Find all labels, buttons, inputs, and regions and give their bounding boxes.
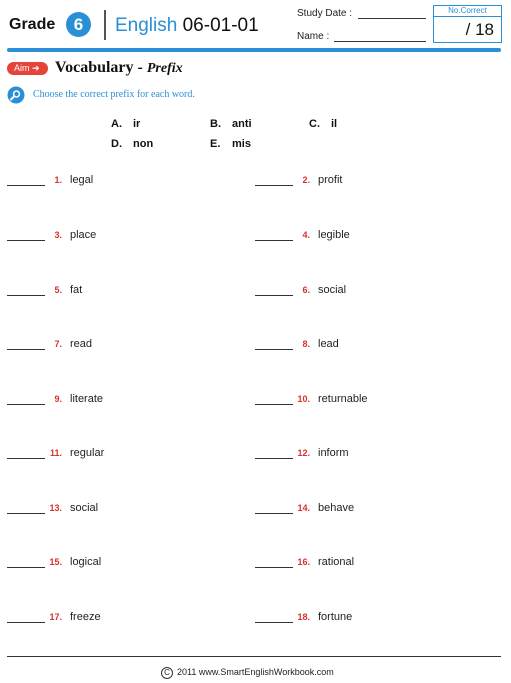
question-number: 16. [297, 557, 310, 567]
question-number: 17. [49, 612, 62, 622]
title-sub: Prefix [146, 61, 183, 76]
title-main: Vocabulary [55, 59, 134, 76]
study-date-label: Study Date : [297, 8, 353, 19]
option-e [210, 138, 251, 150]
option-text: mis [232, 138, 251, 150]
answer-blank[interactable] [7, 295, 45, 296]
magnifier-icon [7, 86, 25, 104]
option-letter: E. [210, 138, 221, 150]
option-text: non [133, 138, 154, 150]
study-date-field[interactable] [358, 18, 426, 19]
question-item-8 [255, 338, 455, 352]
aim-label: Aim [14, 63, 30, 73]
option-text: anti [232, 118, 252, 130]
question-item-13 [7, 502, 207, 516]
answer-blank[interactable] [7, 185, 45, 186]
option-letter: A. [111, 118, 122, 130]
option-letter: D. [111, 138, 122, 150]
question-number: 15. [49, 557, 62, 567]
question-item-16 [255, 556, 455, 570]
question-number: 5. [54, 285, 62, 295]
option-c [309, 118, 337, 130]
footer-text: 2011 www.SmartEnglishWorkbook.com [177, 667, 334, 677]
question-number: 11. [49, 448, 62, 458]
option-b [210, 118, 252, 130]
title-separator: - [137, 59, 143, 76]
question-word: freeze [70, 611, 101, 623]
question-word: regular [70, 447, 105, 459]
question-word: legal [70, 174, 94, 186]
question-number: 3. [54, 230, 62, 240]
score-box [433, 5, 502, 43]
answer-blank[interactable] [7, 622, 45, 623]
copyright-icon: C [161, 667, 173, 679]
question-number: 14. [297, 503, 310, 513]
answer-blank[interactable] [7, 458, 45, 459]
answer-blank[interactable] [255, 240, 293, 241]
option-a [111, 118, 140, 130]
answer-blank[interactable] [255, 349, 293, 350]
question-number: 9. [54, 394, 62, 404]
score-header: No.Correct [434, 6, 501, 17]
answer-blank[interactable] [255, 458, 293, 459]
answer-blank[interactable] [255, 567, 293, 568]
option-text: il [331, 118, 338, 130]
question-word: returnable [318, 393, 368, 405]
grade-label: Grade [9, 16, 56, 33]
question-item-18 [255, 611, 455, 625]
question-word: rational [318, 556, 355, 568]
name-field[interactable] [334, 41, 426, 42]
question-item-1 [7, 174, 207, 188]
question-number: 7. [54, 339, 62, 349]
question-number: 4. [302, 230, 310, 240]
arrow-right-icon: ➔ [32, 63, 40, 73]
score-value: / 18 [465, 20, 494, 39]
grade-number-badge: 6 [66, 12, 91, 37]
header-rule [7, 48, 501, 52]
question-item-7 [7, 338, 207, 352]
option-letter: B. [210, 118, 221, 130]
question-number: 6. [302, 285, 310, 295]
question-word: fat [70, 284, 83, 296]
answer-blank[interactable] [255, 622, 293, 623]
question-word: social [70, 502, 99, 514]
answer-blank[interactable] [255, 513, 293, 514]
page-title [55, 59, 183, 77]
worksheet-subject [115, 15, 259, 37]
option-text: ir [133, 118, 141, 130]
answer-blank[interactable] [7, 513, 45, 514]
question-item-3 [7, 229, 207, 243]
question-word: place [70, 229, 97, 241]
question-number: 13. [49, 503, 62, 513]
header-divider [104, 10, 106, 40]
question-item-6 [255, 284, 455, 298]
question-word: fortune [318, 611, 353, 623]
answer-blank[interactable] [7, 240, 45, 241]
question-item-10 [255, 393, 455, 407]
question-item-17 [7, 611, 207, 625]
aim-badge [7, 62, 48, 75]
question-number: 10. [297, 394, 310, 404]
question-number: 12. [297, 448, 310, 458]
subject-name: English [115, 15, 178, 36]
answer-blank[interactable] [7, 404, 45, 405]
question-word: logical [70, 556, 102, 568]
answer-blank[interactable] [255, 185, 293, 186]
question-item-2 [255, 174, 455, 188]
footer-rule [7, 656, 501, 657]
option-letter: C. [309, 118, 320, 130]
question-number: 8. [302, 339, 310, 349]
question-word: profit [318, 174, 343, 186]
question-word: behave [318, 502, 355, 514]
answer-blank[interactable] [7, 349, 45, 350]
question-item-11 [7, 447, 207, 461]
question-number: 1. [54, 175, 62, 185]
question-item-15 [7, 556, 207, 570]
question-number: 2. [302, 175, 310, 185]
question-word: social [318, 284, 347, 296]
question-number: 18. [297, 612, 310, 622]
question-word: inform [318, 447, 349, 459]
answer-blank[interactable] [255, 295, 293, 296]
question-item-14 [255, 502, 455, 516]
name-label: Name : [297, 31, 330, 42]
question-item-9 [7, 393, 207, 407]
answer-blank[interactable] [255, 404, 293, 405]
question-word: read [70, 338, 93, 350]
question-word: literate [70, 393, 104, 405]
question-item-12 [255, 447, 455, 461]
instruction-text: Choose the correct prefix for each word. [33, 89, 195, 100]
option-d [111, 138, 153, 150]
worksheet-code: 06-01-01 [182, 15, 259, 36]
answer-blank[interactable] [7, 567, 45, 568]
question-item-5 [7, 284, 207, 298]
question-word: lead [318, 338, 339, 350]
question-item-4 [255, 229, 455, 243]
question-word: legible [318, 229, 350, 241]
